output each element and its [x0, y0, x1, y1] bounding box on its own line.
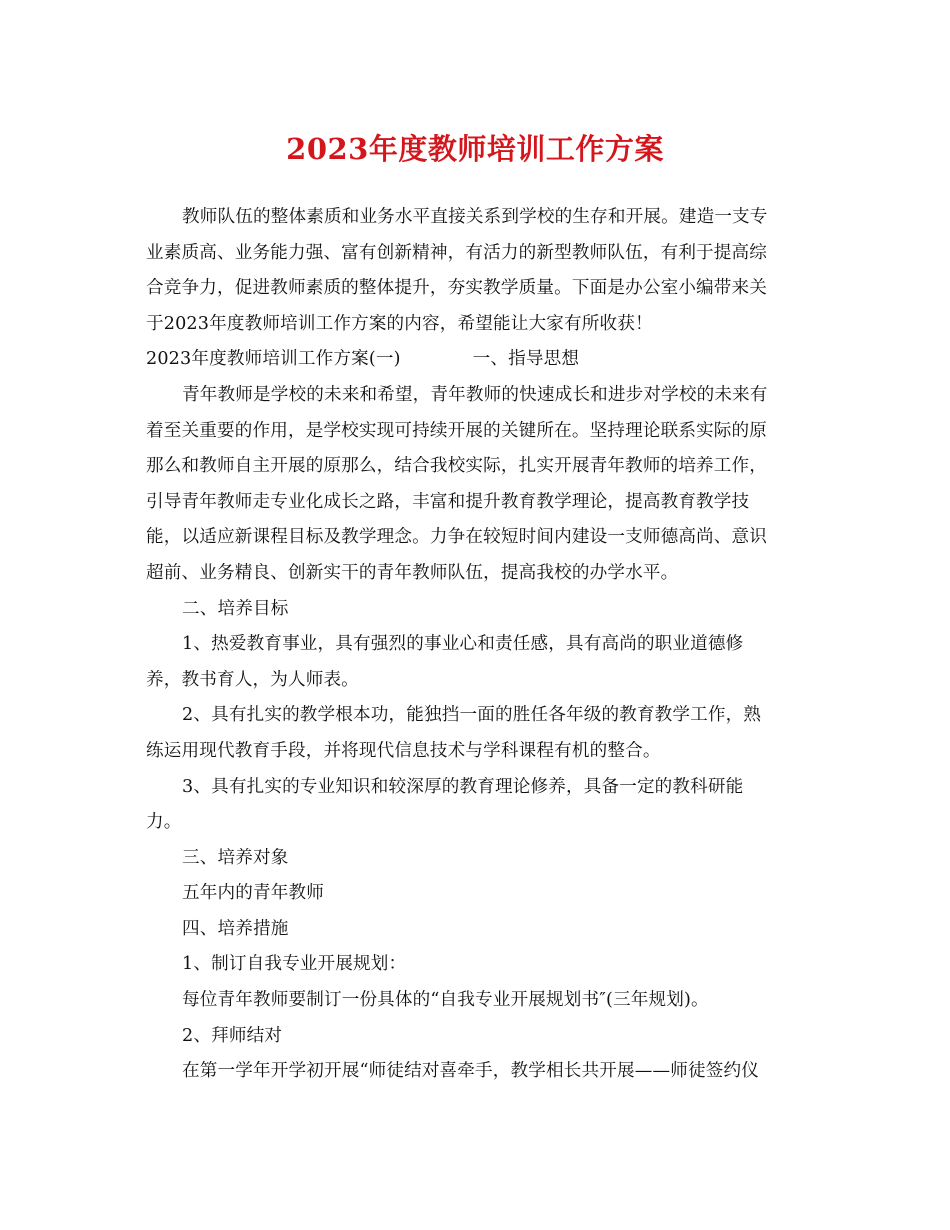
- paragraph-line: 那么和教师自主开展的原那么，结合我校实际，扎实开展青年教师的培养工作，: [146, 456, 768, 477]
- section-heading-line: [146, 342, 796, 378]
- paragraph-line: 于2023年度教师培训工作方案的内容，希望能让大家有所收获！: [146, 313, 653, 334]
- paragraph-line: 五年内的青年教师: [182, 883, 324, 904]
- paragraph-line: 教师队伍的整体素质和业务水平直接关系到学校的生存和开展。建造一支专: [182, 207, 768, 227]
- list-item-line: 1、热爱教育事业，具有强烈的事业心和责任感，具有高尚的职业道德修: [182, 634, 744, 655]
- plan-subtitle: 2023年度教师培训工作方案(一): [146, 349, 401, 370]
- paragraph-line: 超前、业务精良、创新实干的青年教师队伍，提高我校的办学水平。: [146, 562, 679, 583]
- list-item-line: 2、拜师结对: [182, 1025, 283, 1046]
- list-item-line: 1、制订自我专业开展规划：: [182, 954, 407, 975]
- paragraph-line: 能，以适应新课程目标及教学理念。力争在较短时间内建设一支师德高尚、意识: [146, 527, 768, 548]
- list-item-line: 练运用现代教育手段，并将现代信息技术与学科课程有机的整合。: [146, 740, 661, 761]
- list-item-line: 养，教书育人，为人师表。: [146, 669, 359, 690]
- paragraph-line: 业素质高、业务能力强、富有创新精神，有活力的新型教师队伍，有利于提高综: [146, 242, 768, 263]
- paragraph-line: 合竞争力，促进教师素质的整体提升，夯实教学质量。下面是办公室小编带来关: [146, 278, 768, 299]
- paragraph-line: 青年教师是学校的未来和希望，青年教师的快速成长和进步对学校的未来有: [182, 384, 768, 405]
- list-item-line: 3、具有扎实的专业知识和较深厚的教育理论修养，具备一定的教科研能: [182, 776, 744, 797]
- document-title: 2023年度教师培训工作方案: [286, 132, 664, 166]
- section-heading: 三、培养对象: [182, 847, 289, 868]
- paragraph-line: 每位青年教师要制订一份具体的“自我专业开展规划书″(三年规划)。: [182, 990, 709, 1011]
- document-body: [146, 200, 796, 1090]
- paragraph-line: 着至关重要的作用，是学校实现可持续开展的关键所在。坚持理论联系实际的原: [146, 420, 768, 441]
- section-heading: 一、指导思想: [472, 349, 580, 370]
- paragraph-line: 引导青年教师走专业化成长之路，丰富和提升教育教学理论，提高教育教学技: [146, 491, 750, 512]
- section-heading: 二、培养目标: [182, 598, 289, 619]
- section-heading: 四、培养措施: [182, 918, 289, 939]
- paragraph-line: 在第一学年开学初开展“师徒结对喜牵手，教学相长共开展——师徒签约仪: [182, 1061, 759, 1082]
- list-item-line: 力。: [146, 812, 182, 833]
- list-item-line: 2、具有扎实的教学根本功，能独挡一面的胜任各年级的教育教学工作，熟: [182, 705, 762, 726]
